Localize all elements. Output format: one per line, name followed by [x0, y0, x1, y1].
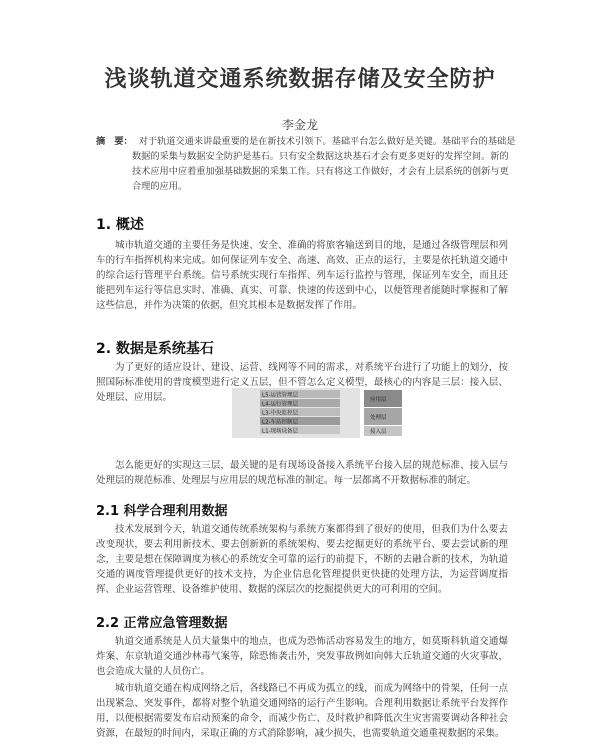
figure-label-processing: 处理层 — [370, 415, 387, 421]
figure-label-l5: L5-运营管理层 — [262, 392, 299, 399]
section-1-heading: 1. 概述 — [96, 217, 144, 233]
figure-label-l2: L2-车站控制层 — [262, 419, 299, 426]
author-name: 李金龙 — [281, 118, 318, 132]
abstract-text: 对于轨道交通来讲最重要的是在新技术引领下。基础平台怎么做好是关键。基础平台的基础是数据的采集与数据安全防护是基石。只有安全数据这块基石才会有更多更好的发挥空间。新的技术应用中应着重加强基础数据的采集工作。只有将这工作做好，才会有上层系统的创新与更合理的应用。 — [132, 136, 516, 192]
section-2-heading: 2. 数据是系统基石 — [96, 341, 214, 357]
paper-title: 浅谈轨道交通系统数据存储及安全防护 — [104, 66, 496, 92]
section-2-2-paragraph-1: 轨道交通系统是人员大量集中的地点，也成为恐怖活动容易发生的地方，如莫斯科轨道交通爆炸案、东京轨道交通沙林毒气案等，除恐怖袭击外，突发事故例如向韩大丘轨道交通的火灾事故，也会造成大量的人员伤亡。 — [96, 636, 508, 677]
section-2-1-heading: 2.1 科学合理利用数据 — [96, 504, 228, 519]
section-2-2-paragraph-2: 城市轨道交通在构成网络之后，各线路已不再成为孤立的线，而成为网络中的骨架，任何一点出现紧急、突发事件，都将对整个轨道交通网络的运行产生影响。合理利用数据让系统平台发挥作用，以便根据需要发布启动预案的命令，而减少伤亡、及时救护和降低次生灾害需要调动各种社会资源，在最短的时间内，采取正确的方式消除影响，减少损失，也需要轨道交通重视数据的采集。 — [96, 683, 508, 739]
figure-label-application: 应用层 — [370, 397, 387, 403]
abstract — [96, 134, 516, 194]
section-2-paragraph-1: 为了更好的适应设计、建设、运营、线网等不同的需求，对系统平台进行了功能上的划分，按照国际标准使用的普度模型进行定义五层，但不管怎么定义模型，最核心的内容是三层：接入层、处理层、应用层。 — [96, 362, 508, 403]
section-2-2-heading: 2.2 正常应急管理数据 — [96, 616, 228, 631]
layer-model-figure — [220, 386, 420, 448]
section-2-1-paragraph: 技术发展到今天，轨道交通传统系统架构与系统方案都得到了很好的使用，但我们为什么要去改变现状，要去利用新技术、要去创新新的系统架构、要去挖掘更好的系统平台、要去尝试新的理念，主要是想在保障调度为核心的系统安全可靠的运行的前提下，不断的去融合新的技术，为轨道交通的调度管理提供更好的技术支持，为企业信息化管理提供更快捷的处理方法，为运营调度指挥、企业运营管理、设备维护使用、数据的深层次的挖掘提供更大的可利用的空间。 — [96, 524, 508, 595]
figure-label-l3: L3-中央监控层 — [262, 410, 299, 417]
section-1-paragraph: 城市轨道交通的主要任务是快速、安全、准确的将旅客输送到目的地，是通过各级管理层和列车的行车指挥机构来完成。如何保证列车安全、高速、高效、正点的运行，主要是依托轨道交通中的综合运行管理平台系统。信号系统实现行车指挥、列车运行监控与管理，保证列车安全，而且还能把列车运行等信息实时、准确、真实、可靠、快速的传送到中心，以便管理者能随时掌握和了解这些信息，并作为决策的依据，但究其根本是数据发挥了作用。 — [96, 240, 508, 311]
figure-label-access: 接入层 — [370, 429, 387, 435]
figure-label-l1: L1-现场设备层 — [262, 428, 299, 435]
abstract-label: 摘 要： — [96, 136, 133, 147]
section-2-paragraph-2: 怎么能更好的实现这三层，最关键的是有现场设备接入系统平台接入层的规范标准、接入层与处理层的规范标准、处理层与应用层的规范标准的制定。每一层都离不开数据标准的制定。 — [96, 460, 508, 486]
figure-label-l4: L4-运行管理层 — [262, 401, 299, 408]
